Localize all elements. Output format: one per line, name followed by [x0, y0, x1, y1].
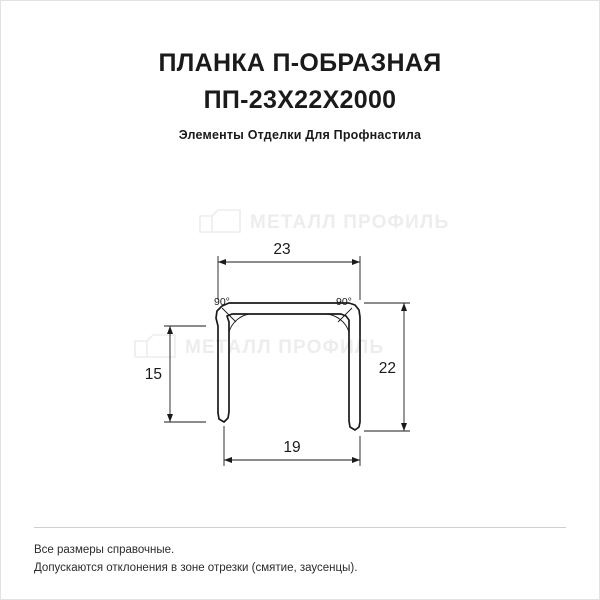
dimension-bottom-width — [224, 439, 360, 463]
page-title-line2: ПП-23Х22Х2000 — [203, 85, 397, 114]
dimension-right-height-label: 22 — [378, 360, 396, 377]
dimension-bottom-width-label: 19 — [283, 439, 301, 456]
footer-note-2: Допускаются отклонения в зоне отрезки (смятие, заусенцы). — [34, 562, 358, 575]
angle-right-label: 90° — [336, 296, 352, 308]
page-title-line1: ПЛАНКА П-ОБРАЗНАЯ — [158, 49, 442, 77]
page-subtitle: Элементы Отделки Для Профнастила — [178, 128, 422, 142]
watermark-top — [200, 210, 449, 233]
angle-left-label: 90° — [214, 296, 230, 308]
dimension-left-height — [145, 326, 173, 422]
page-header — [0, 48, 600, 142]
dimension-top-width — [218, 241, 360, 265]
footer-divider — [34, 527, 566, 528]
watermark-bottom — [135, 335, 384, 358]
footer-note-1: Все размеры справочные. — [34, 544, 175, 557]
technical-drawing — [0, 150, 600, 520]
svg-text:МЕТАЛЛ ПРОФИЛЬ: МЕТАЛЛ ПРОФИЛЬ — [185, 337, 385, 358]
dimension-right-height — [379, 303, 407, 431]
svg-text:МЕТАЛЛ ПРОФИЛЬ: МЕТАЛЛ ПРОФИЛЬ — [250, 212, 450, 233]
extension-lines — [164, 256, 410, 466]
dimension-left-height-label: 15 — [144, 366, 162, 383]
footer-notes — [34, 527, 574, 578]
dimension-top-width-label: 23 — [273, 241, 291, 258]
